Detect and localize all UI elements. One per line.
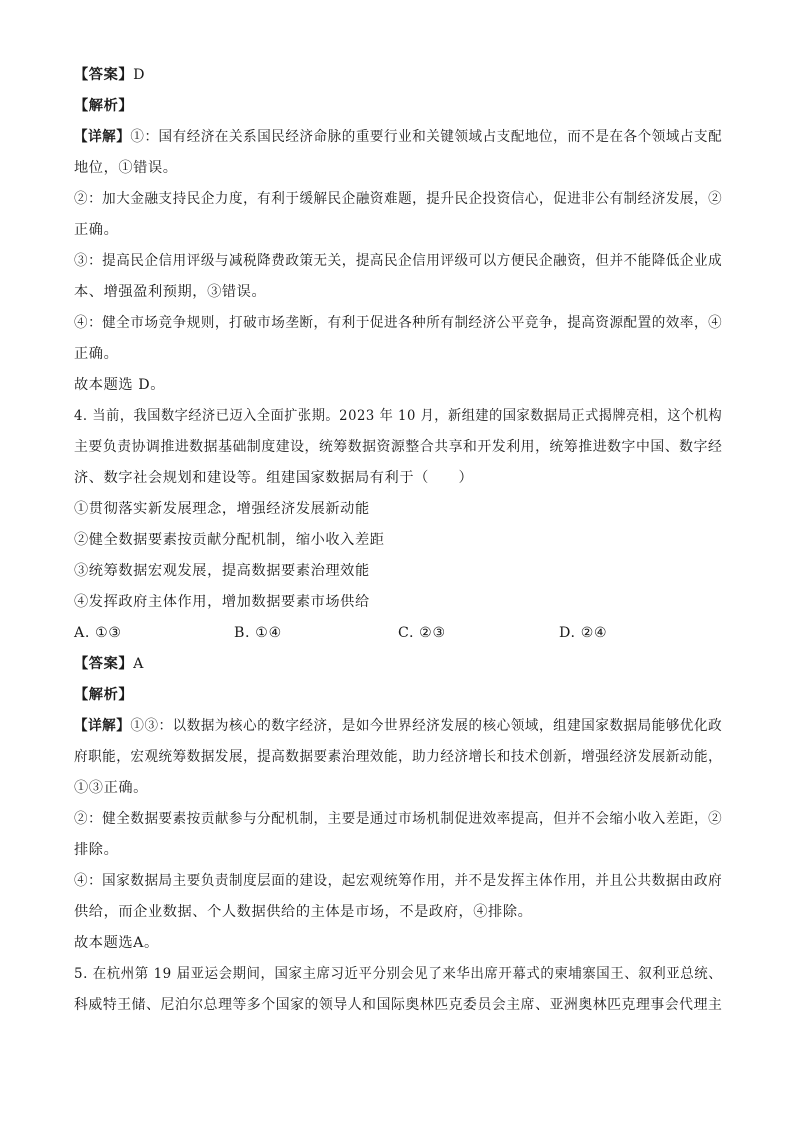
q4-stem-line: 主要负责协调推进数据基础制度建设，统筹数据资源整合共享和开发利用，统筹推进数字中国、数字经 [74,439,723,455]
q4-statement: ②健全数据要素按贡献分配机制，缩小收入差距 [74,532,385,548]
q4-options [74,618,722,649]
document-page [74,60,722,1021]
q5-stem-line: 5. 在杭州第 19 届亚运会期间，国家主席习近平分别会见了来华出席开幕式的柬埔寨国王、叙利亚总统、 [74,966,723,982]
q3-detail-line: ④：健全市场竞争规则，打破市场垄断，有利于促进各种所有制经济公平竞争，提高资源配置的效率，④ [74,315,723,331]
option-c: C. ②③ [398,625,446,641]
q3-conclusion: 故本题选 D。 [74,377,166,393]
q4-detail-line: 供给，而企业数据、个人数据供给的主体是市场，不是政府，④排除。 [74,904,533,920]
q4-detail-line: ①③正确。 [74,780,148,796]
detail-text: ①③：以数据为核心的数字经济，是如今世界经济发展的核心领域，组建国家数据局能够优化政 [130,718,723,734]
answer-value: A [133,656,145,672]
q4-detail-line [74,711,723,742]
q4-stem-line: 济、数字社会规划和建设等。组建国家数据局有利于（ ） [74,470,474,486]
q3-detail-line: 本、增强盈利预期，③错误。 [74,284,267,300]
q4-statement: ③统筹数据宏观发展，提高数据要素治理效能 [74,563,370,579]
analysis-label: 【解析】 [74,687,134,703]
q4-detail-line: ②：健全数据要素按贡献参与分配机制，主要是通过市场机制促进效率提高，但并不会缩小收入差距，② [74,811,723,827]
q4-conclusion: 故本题选A。 [74,935,159,951]
q4-stem-line: 4. 当前，我国数字经济已迈入全面扩张期。2023 年 10 月，新组建的国家数据局正式揭牌亮相，这个机构 [74,408,723,424]
q4-analysis-heading [74,680,722,711]
q3-detail-line: ②：加大金融支持民企力度，有利于缓解民企融资难题，提升民企投资信心，促进非公有制经济发展，② [74,191,723,207]
answer-label: 【答案】 [74,67,134,83]
q4-answer [74,649,722,680]
detail-label: 【详解】 [74,718,131,734]
detail-text: ①：国有经济在关系国民经济命脉的重要行业和关键领域占支配地位，而不是在各个领域占支配 [130,129,723,145]
q3-answer [74,60,722,91]
option-d: D. ②④ [559,625,608,641]
q4-statement: ①贯彻落实新发展理念，增强经济发展新动能 [74,501,370,517]
detail-label: 【详解】 [74,129,131,145]
q3-detail-line: ③：提高民企信用评级与减税降费政策无关，提高民企信用评级可以方便民企融资，但并不能降低企业成 [74,253,723,269]
q3-detail-line: 正确。 [74,346,119,362]
q4-detail-line: ④：国家数据局主要负责制度层面的建设，起宏观统筹作用，并不是发挥主体作用，并且公共数据由政府 [74,873,723,889]
q3-analysis-heading [74,91,722,122]
q3-detail-line [74,122,723,153]
q5-stem-line: 科威特王储、尼泊尔总理等多个国家的领导人和国际奥林匹克委员会主席、亚洲奥林匹克理事会代理主 [74,997,723,1013]
analysis-label: 【解析】 [74,98,134,114]
q4-detail-line: 排除。 [74,842,119,858]
answer-label: 【答案】 [74,656,134,672]
q4-statement: ④发挥政府主体作用，增加数据要素市场供给 [74,594,370,610]
option-b: B. ①④ [234,625,282,641]
q4-detail-line: 府职能，宏观统筹数据发展，提高数据要素治理效能，助力经济增长和技术创新，增强经济发展新动能， [74,749,723,765]
q3-detail-line: 地位，①错误。 [74,160,178,176]
q3-detail-line: 正确。 [74,222,119,238]
answer-value: D [133,67,146,83]
option-a: A. ①③ [74,625,122,641]
